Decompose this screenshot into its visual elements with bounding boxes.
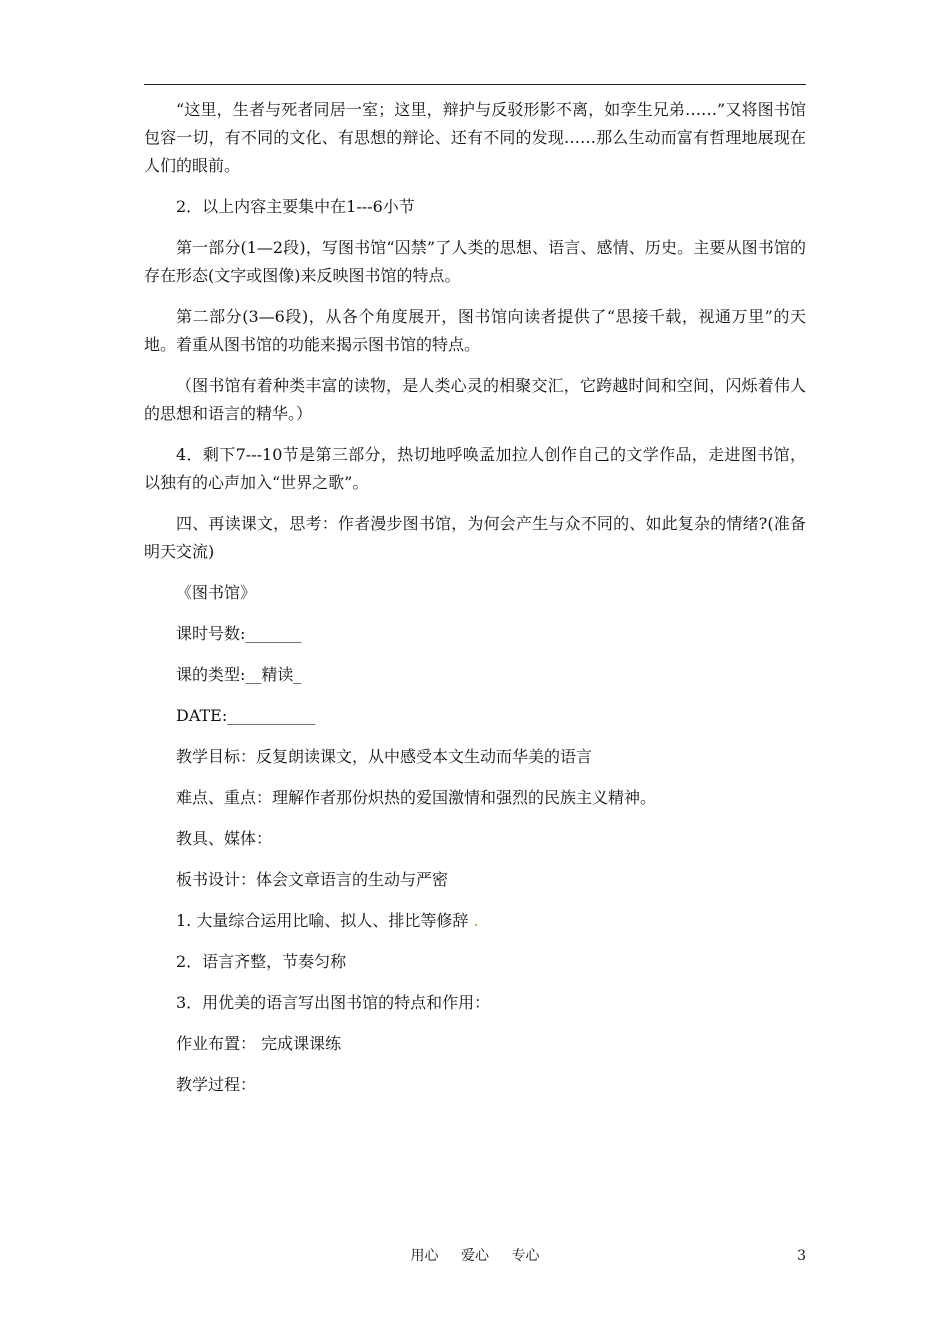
document-body bbox=[144, 96, 806, 1099]
paragraph-note: （图书馆有着种类丰富的读物，是人类心灵的相聚交汇，它跨越时间和空间，闪烁着伟人的思想和语言的精华。） bbox=[144, 376, 806, 423]
footer-item: 用心 bbox=[410, 1248, 439, 1264]
footer-item: 专心 bbox=[511, 1248, 540, 1264]
homework: 作业布置： 完成课课练 bbox=[176, 1034, 342, 1053]
lesson-type-field: 课的类型:__精读_ bbox=[176, 665, 302, 684]
board-item-2: 2．语言齐整，节奏匀称 bbox=[176, 952, 347, 971]
footer-motto bbox=[0, 1246, 950, 1266]
paragraph-part-2: 第二部分(3—6段)，从各个角度展开，图书馆向读者提供了“思接千载，视通万里”的天地。着重从图书馆的功能来揭示图书馆的特点。 bbox=[144, 307, 806, 354]
teaching-goal: 教学目标：反复朗读课文，从中感受本文生动而华美的语言 bbox=[176, 747, 593, 766]
date-field: DATE:___________ bbox=[176, 706, 316, 725]
teaching-aids: 教具、媒体： bbox=[176, 829, 273, 848]
board-item-1: 1. 大量综合运用比喻、拟人、排比等修辞 . bbox=[176, 911, 479, 930]
header-rule bbox=[144, 84, 806, 85]
paragraph-point-4: 4．剩下7---10节是第三部分，热切地呼唤孟加拉人创作自己的文学作品，走进图书馆，以独有的心声加入“世界之歌”。 bbox=[144, 445, 806, 492]
footer-item: 爱心 bbox=[461, 1248, 489, 1264]
difficulty-focus: 难点、重点：理解作者那份炽热的爱国激情和强烈的民族主义精神。 bbox=[176, 788, 657, 807]
lesson-number-field: 课时号数:_______ bbox=[176, 624, 302, 643]
teaching-process: 教学过程： bbox=[176, 1075, 257, 1094]
dot-mark-icon: . bbox=[473, 911, 479, 930]
paragraph-section-4: 四、再读课文，思考：作者漫步图书馆，为何会产生与众不同的、如此复杂的情绪?(准备明天交流) bbox=[144, 514, 806, 561]
page-number: 3 bbox=[797, 1248, 806, 1264]
paragraph-part-1: 第一部分(1—2段)，写图书馆“囚禁”了人类的思想、语言、感情、历史。主要从图书馆的存在形态(文字或图像)来反映图书馆的特点。 bbox=[144, 238, 806, 285]
board-design: 板书设计：体会文章语言的生动与严密 bbox=[176, 870, 449, 889]
paragraph-quote: “这里，生者与死者同居一室；这里，辩护与反驳形影不离，如孪生兄弟……”又将图书馆包容一切，有不同的文化、有思想的辩论、还有不同的发现……那么生动而富有哲理地展现在人们的眼前。 bbox=[144, 100, 806, 175]
board-item-3: 3．用优美的语言写出图书馆的特点和作用： bbox=[176, 993, 491, 1012]
lesson-title: 《图书馆》 bbox=[176, 583, 257, 602]
paragraph-point-2: 2．以上内容主要集中在1---6小节 bbox=[176, 197, 415, 216]
